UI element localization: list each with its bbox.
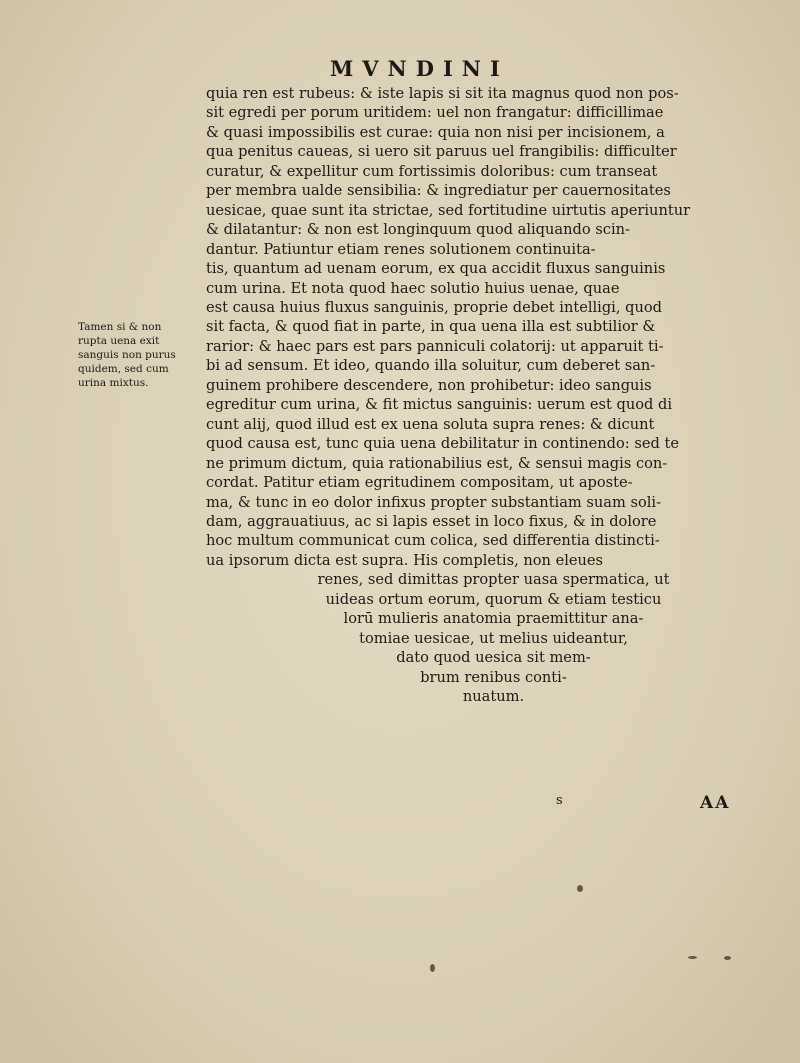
text-line: ne primum dictum, quia rationabilius est, & sensui magis con-	[206, 454, 668, 472]
text-line: nuatum.	[462, 688, 525, 706]
ink-spot	[577, 885, 583, 892]
margin-note-line: Tamen si & non	[78, 321, 162, 333]
text-line: lorū mulieris anatomia praemittitur ana-	[343, 610, 644, 628]
running-title: MVNDINI	[330, 56, 509, 81]
text-line: & quasi impossibilis est curae: quia non nisi per incisionem, a	[206, 123, 665, 141]
margin-note-line: quidem, sed cum	[78, 363, 169, 375]
ink-spot	[430, 964, 435, 972]
text-line: tomiae uesicae, ut melius uideantur,	[359, 629, 628, 647]
text-line: hoc multum communicat cum colica, sed differentia distincti-	[206, 532, 660, 550]
text-line: quod causa est, tunc quia uena debilitatur in continendo: sed te	[206, 435, 679, 453]
text-line: uideas ortum eorum, quorum & etiam testicu	[325, 590, 662, 608]
text-line: sit egredi per porum uritidem: uel non frangatur: difficillimae	[206, 104, 664, 122]
ink-spot	[724, 956, 731, 960]
text-line: guinem prohibere descendere, non prohibetur: ideo sanguis	[206, 376, 652, 394]
margin-note-line: rupta uena exit	[78, 335, 160, 347]
text-line: qua penitus caueas, si uero sit paruus uel frangibilis: difficulter	[206, 143, 677, 161]
text-line: tis, quantum ad uenam eorum, ex qua accidit fluxus sanguinis	[206, 260, 666, 278]
text-line: est causa huius fluxus sanguinis, proprie debet intelligi, quod	[206, 298, 662, 316]
text-line: cordat. Patitur etiam egritudinem compositam, ut aposte-	[206, 474, 633, 492]
page-footer	[0, 793, 800, 817]
text-line: ua ipsorum dicta est supra. His completis, non eleues	[206, 551, 604, 569]
text-line: brum renibus conti-	[420, 668, 567, 686]
text-line: dato quod uesica sit mem-	[396, 649, 591, 667]
text-line: ma, & tunc in eo dolor infixus propter substantiam suam soli-	[206, 493, 662, 511]
signature-mark: s	[556, 793, 563, 808]
text-line: per membra ualde sensibilia: & ingrediatur per cauernositates	[206, 182, 671, 200]
catchword: AA	[700, 793, 731, 813]
text-line: egreditur cum urina, & fit mictus sanguinis: uerum est quod di	[206, 396, 673, 414]
body-text	[206, 84, 781, 707]
margin-note-line: urina mixtus.	[78, 377, 149, 389]
text-line: quia ren est rubeus: & iste lapis si sit ita magnus quod non pos-	[206, 85, 679, 102]
text-line: curatur, & expellitur cum fortissimis doloribus: cum transeat	[206, 162, 658, 180]
text-line: dantur. Patiuntur etiam renes solutionem continuita-	[206, 240, 596, 258]
ink-spot	[688, 956, 697, 959]
text-line: sit facta, & quod fiat in parte, in qua uena illa est subtilior &	[206, 318, 656, 336]
marginal-note	[78, 320, 210, 390]
margin-note-line: sanguis non purus	[78, 349, 176, 361]
text-line: & dilatantur: & non est longinquum quod aliquando scin-	[206, 221, 630, 239]
text-line: bi ad sensum. Et ideo, quando illa soluitur, cum deberet san-	[206, 357, 656, 375]
text-line: dam, aggrauatiuus, ac si lapis esset in loco fixus, & in dolore	[206, 512, 657, 530]
text-line: cunt alij, quod illud est ex uena soluta supra renes: & dicunt	[206, 415, 655, 433]
text-line: cum urina. Et nota quod haec solutio huius uenae, quae	[206, 279, 620, 297]
text-line: uesicae, quae sunt ita strictae, sed fortitudine uirtutis aperiuntur	[206, 201, 691, 219]
text-line: renes, sed dimittas propter uasa spermatica, ut	[317, 571, 670, 589]
text-line: rarior: & haec pars est pars panniculi colatorij: ut apparuit ti-	[206, 337, 664, 355]
